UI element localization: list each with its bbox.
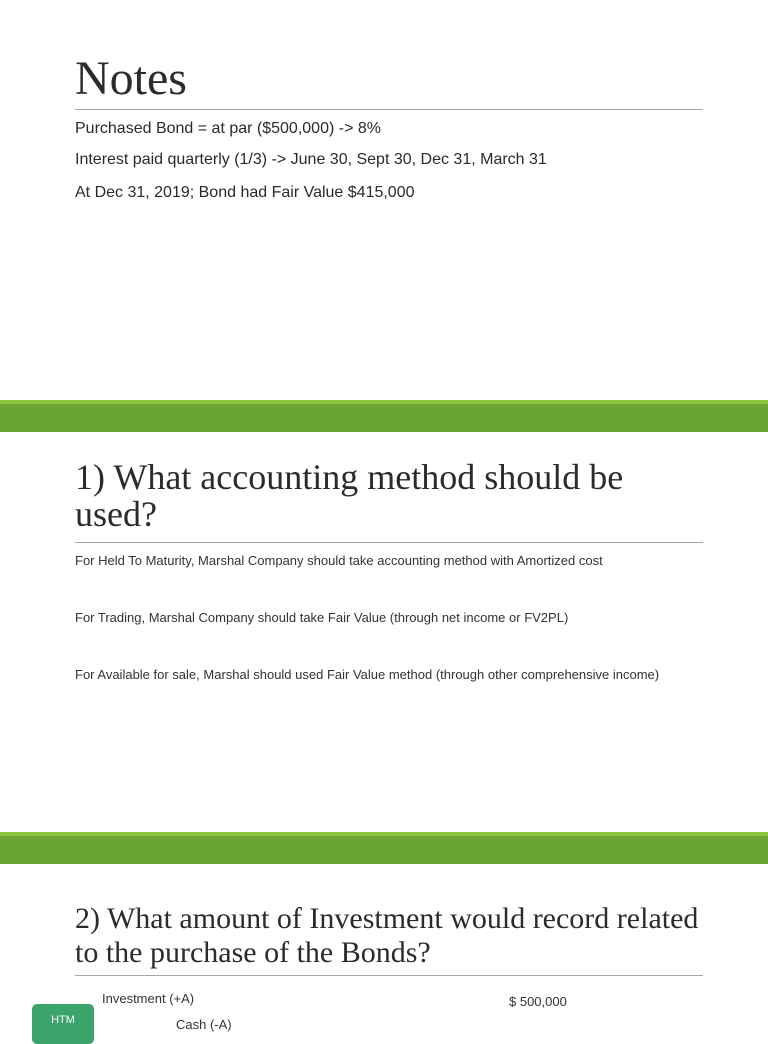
notes-slide [0,0,768,400]
method-available-for-sale: For Available for sale, Marshal should used Fair Value method (through other comprehensive income) [75,667,660,682]
note-interest-schedule: Interest paid quarterly (1/3) -> June 30, Sept 30, Dec 31, March 31 [75,151,547,168]
accounting-method-slide [0,432,768,832]
method-held-to-maturity: For Held To Maturity, Marshal Company should take accounting method with Amortized cost [75,553,603,568]
investment-amount-slide [0,864,768,1032]
notes-title: Notes [75,52,187,105]
journal-debit-amount: $ 500,000 [509,994,567,1009]
investment-amount-title: 2) What amount of Investment would record related to the purchase of the Bonds? [75,902,699,969]
title-divider [75,975,703,976]
slide-separator [0,832,768,864]
method-trading: For Trading, Marshal Company should take Fair Value (through net income or FV2PL) [75,610,569,625]
note-purchased-bond: Purchased Bond = at par ($500,000) -> 8% [75,120,381,137]
slide-separator [0,400,768,432]
journal-credit-account: Cash (-A) [176,1017,232,1032]
title-divider [75,109,703,110]
note-fair-value: At Dec 31, 2019; Bond had Fair Value $415,000 [75,184,415,201]
journal-debit-account: Investment (+A) [102,991,195,1006]
htm-badge: HTM [32,1004,94,1044]
title-divider [75,542,703,543]
accounting-method-title: 1) What accounting method should be used? [75,457,624,534]
